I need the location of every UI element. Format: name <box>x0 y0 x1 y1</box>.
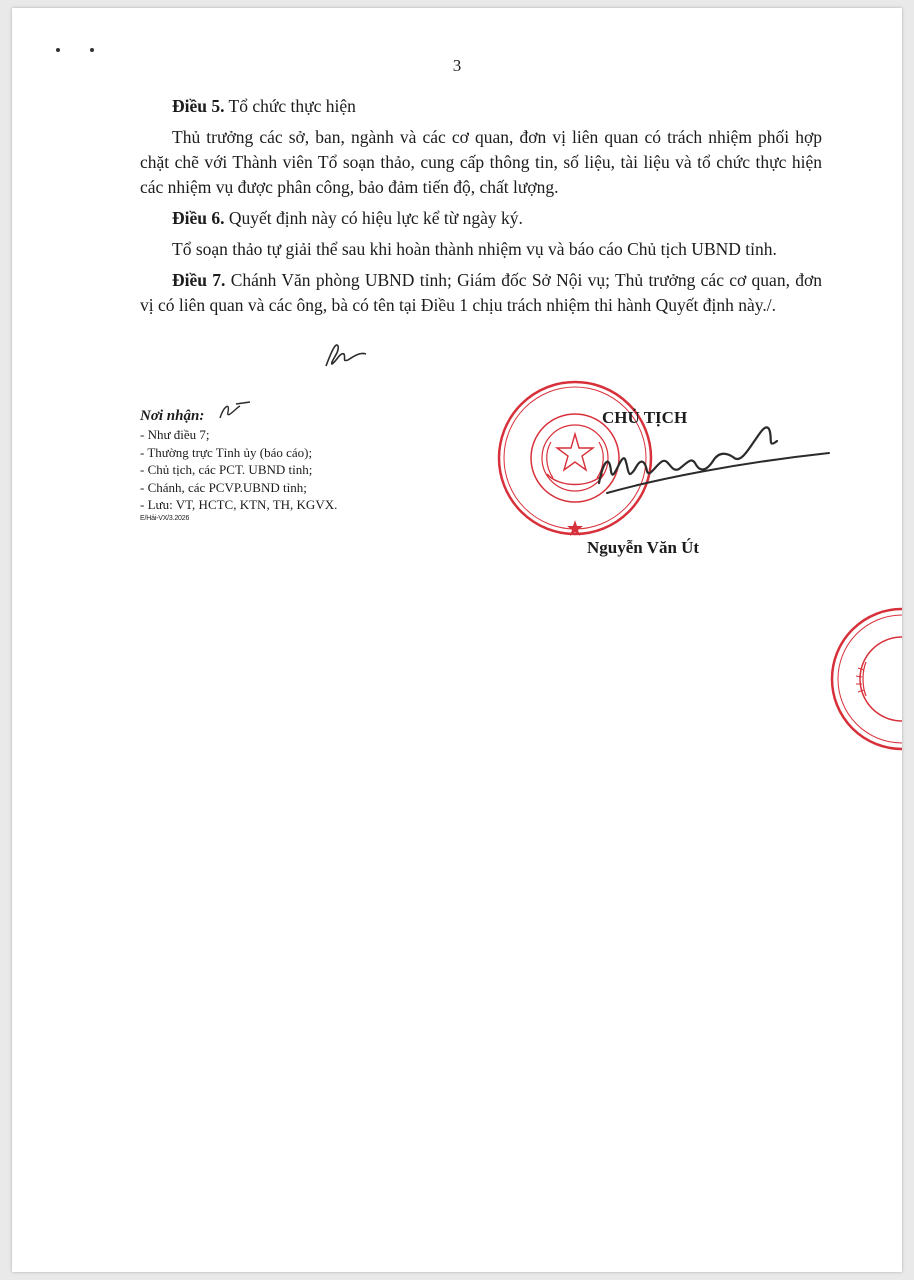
article-6-heading <box>140 206 822 231</box>
recipients-title: Nơi nhận: <box>140 408 205 424</box>
article-title: Điều 5. <box>172 96 225 116</box>
recipient-item: - Như điều 7; <box>140 427 210 442</box>
initial-mark-icon <box>322 340 372 370</box>
signer-title: CHỦ TỊCH <box>602 408 688 427</box>
document-page <box>12 8 902 1272</box>
decision-body <box>140 94 822 324</box>
scan-mark <box>90 48 94 52</box>
recipient-item: - Thường trực Tỉnh ủy (báo cáo); <box>140 444 313 460</box>
article-6-content <box>140 237 822 262</box>
recipients-initial-icon <box>216 398 256 424</box>
signer-name: Nguyễn Văn Út <box>587 538 700 557</box>
article-text: Tổ chức thực hiện <box>224 96 356 116</box>
article-7 <box>140 268 822 318</box>
article-title: Điều 7. <box>172 270 226 290</box>
article-text: Tổ soạn thảo tự giải thể sau khi hoàn thành nhiệm vụ và báo cáo Chủ tịch UBND tỉnh. <box>172 239 777 259</box>
page-number: 3 <box>452 56 462 75</box>
article-text: Chánh Văn phòng UBND tỉnh; Giám đốc Sở Nội vụ; Thủ trưởng các cơ quan, đơn vị có liên quan và các ông, bà có tên tại Điều 1 chịu trách nhiệm thi hành Quyết định này./. <box>140 270 822 315</box>
article-title: Điều 6. <box>172 208 225 228</box>
recipient-item: - Lưu: VT, HCTC, KTN, TH, KGVX. <box>140 497 338 512</box>
recipients-block <box>140 408 470 523</box>
article-5-heading <box>140 94 822 119</box>
edge-seal-icon <box>822 604 902 754</box>
scan-mark <box>56 48 60 52</box>
article-text: Thủ trưởng các sở, ban, ngành và các cơ quan, đơn vị liên quan có trách nhiệm phối hợp chặt chẽ với Thành viên Tổ soạn thảo, cung cấp thông tin, số liệu, tài liệu và tổ chức thực hiện các nhiệm vụ được phân công, bảo đảm tiến độ, chất lượng. <box>140 127 822 197</box>
recipients-list <box>140 426 470 514</box>
handwritten-signature-icon <box>587 413 837 503</box>
recipient-item: - Chủ tịch, các PCT. UBND tỉnh; <box>140 462 313 477</box>
article-text: Quyết định này có hiệu lực kể từ ngày ký. <box>224 208 523 228</box>
article-5-content <box>140 125 822 200</box>
document-code: E/Hải-VX/3.2026 <box>140 514 190 522</box>
recipient-item: - Chánh, các PCVP.UBND tỉnh; <box>140 479 307 495</box>
